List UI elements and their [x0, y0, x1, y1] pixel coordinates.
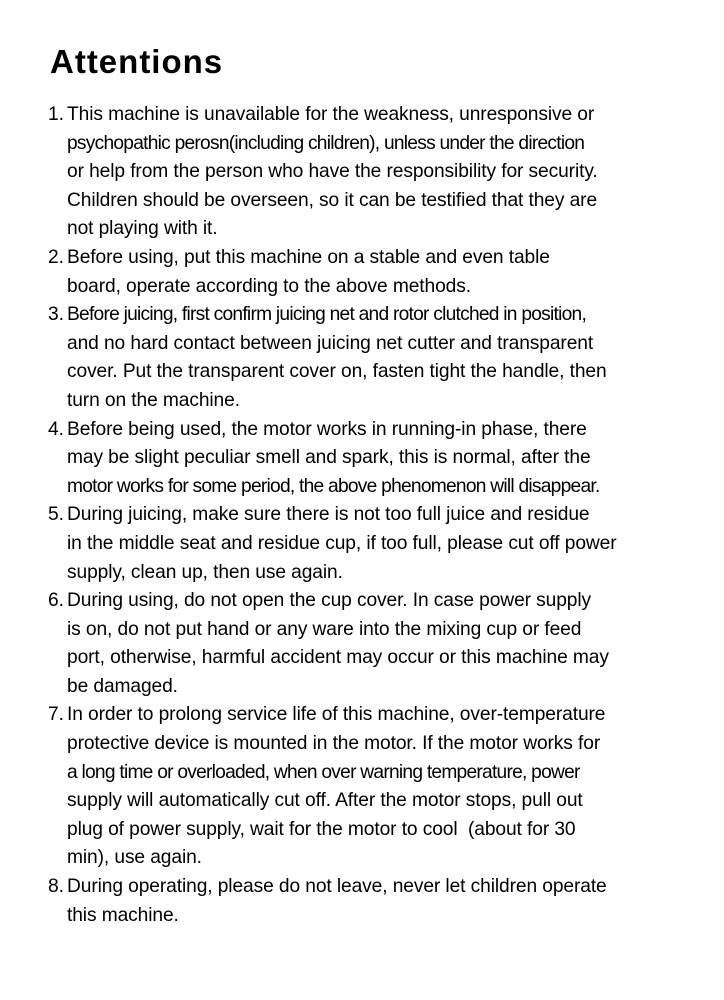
list-item — [48, 501, 696, 587]
item-line: Before juicing, first confirm juicing net and rotor clutched in position, — [67, 304, 587, 326]
item-number: 7. — [48, 704, 64, 726]
item-number: 3. — [48, 304, 64, 326]
item-line: motor works for some period, the above phenomenon will disappear. — [67, 475, 600, 497]
attentions-list — [48, 101, 696, 930]
item-line: In order to prolong service life of this machine, over-temperature — [67, 704, 606, 726]
item-line: This machine is unavailable for the weakness, unresponsive or — [67, 104, 595, 125]
item-line: cover. Put the transparent cover on, fasten tight the handle, then — [67, 361, 607, 383]
item-line: port, otherwise, harmful accident may occur or this machine may — [67, 647, 609, 669]
item-line: be damaged. — [67, 675, 178, 697]
item-number: 1. — [48, 104, 64, 125]
item-line: a long time or overloaded, when over warning temperature, power — [67, 761, 580, 783]
item-line: supply will automatically cut off. After the motor stops, pull out — [67, 790, 583, 812]
item-line: this machine. — [67, 904, 179, 926]
item-line: turn on the machine. — [67, 389, 240, 411]
page-title: Attentions — [50, 43, 224, 80]
item-number: 4. — [48, 418, 64, 440]
item-line: Children should be overseen, so it can be testified that they are — [67, 189, 598, 211]
item-line: During using, do not open the cup cover. In case power supply — [67, 590, 592, 612]
item-line: board, operate according to the above methods. — [67, 275, 471, 297]
list-item — [48, 301, 696, 415]
item-line: Before being used, the motor works in running-in phase, there — [67, 418, 587, 440]
list-item — [48, 587, 696, 701]
item-line: Before using, put this machine on a stable and even table — [67, 246, 550, 268]
item-line: is on, do not put hand or any ware into the mixing cup or feed — [67, 618, 582, 640]
item-line: protective device is mounted in the motor. If the motor works for — [67, 733, 601, 755]
item-line: not playing with it. — [67, 218, 218, 240]
list-item — [48, 701, 696, 873]
item-line: min), use again. — [67, 847, 202, 869]
list-item — [48, 416, 696, 502]
item-line: supply, clean up, then use again. — [67, 561, 343, 583]
list-item — [48, 244, 696, 301]
item-line: During operating, please do not leave, never let children operate — [67, 876, 607, 898]
item-number: 8. — [48, 876, 64, 898]
item-line: or help from the person who have the responsibility for security. — [67, 161, 598, 183]
item-line: psychopathic perosn(including children), unless under the direction — [67, 132, 585, 154]
item-line: and no hard contact between juicing net cutter and transparent — [67, 332, 594, 354]
item-line: may be slight peculiar smell and spark, this is normal, after the — [67, 447, 591, 469]
item-line: During juicing, make sure there is not too full juice and residue — [67, 504, 590, 526]
list-item — [48, 101, 696, 244]
list-item — [48, 873, 696, 930]
item-line: in the middle seat and residue cup, if too full, please cut off power — [67, 532, 617, 554]
item-number: 5. — [48, 504, 64, 526]
item-number: 2. — [48, 246, 64, 268]
item-line: plug of power supply, wait for the motor to cool (about for 30 — [67, 818, 576, 840]
item-number: 6. — [48, 590, 64, 612]
